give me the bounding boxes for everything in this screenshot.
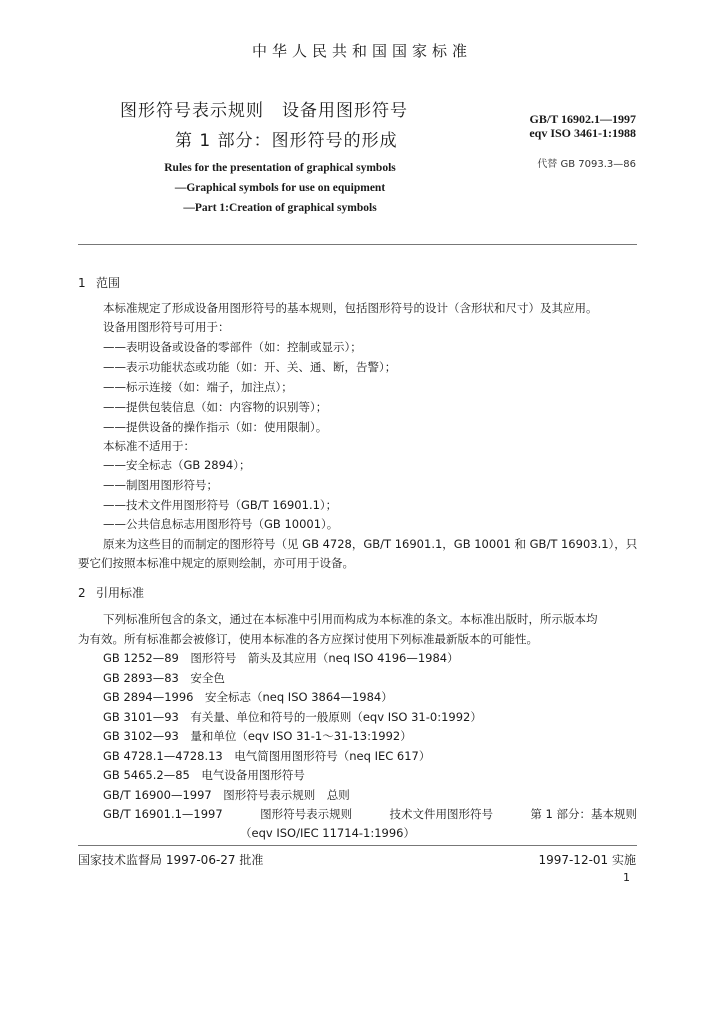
- reference-item: GB 2893—83 安全色: [103, 671, 225, 685]
- english-title-line2: —Graphical symbols for use on equipment: [174, 182, 386, 194]
- paragraph-line: 要它们按照本标准中规定的原则绘制，亦可用于设备。: [78, 556, 354, 570]
- paragraph-line: 下列标准所包含的条文，通过在本标准中引用而构成为本标准的条文。本标准出版时，所示版本均: [103, 612, 598, 626]
- list-item: ——公共信息标志用图形符号（GB 10001）。: [103, 517, 339, 531]
- list-item: ——提供包装信息（如：内容物的识别等）；: [103, 400, 328, 414]
- list-item: ——安全标志（GB 2894）；: [103, 458, 251, 472]
- section-heading: [78, 274, 120, 291]
- approval-date: 国家技术监督局 1997-06-27 批准: [78, 853, 264, 867]
- paragraph-line: 本标准规定了形成设备用图形符号的基本规则，包括图形符号的设计（含形状和尺寸）及其应用。: [103, 301, 598, 315]
- section-title: 引用标准: [96, 586, 145, 600]
- paragraph-line: 原来为这些目的而制定的图形符号（见 GB 4728，GB/T 16901.1，GB 10001 和 GB/T 16903.1），只: [103, 537, 638, 551]
- reference-title-part: 图形符号表示规则: [260, 807, 353, 821]
- paragraph-line: 本标准不适用于：: [103, 439, 195, 453]
- paragraph-line: 为有效。所有标准都会被修订，使用本标准的各方应探讨使用下列标准最新版本的可能性。: [78, 632, 538, 646]
- list-item: ——表示功能状态或功能（如：开、关、通、断，告警）；: [103, 360, 397, 374]
- reference-item: GB 1252—89 图形符号 箭头及其应用（neq ISO 4196—1984）: [103, 651, 459, 665]
- english-title-line1: Rules for the presentation of graphical symbols: [164, 162, 396, 174]
- replaces-note: 代替 GB 7093.3—86: [537, 159, 636, 170]
- section-heading: [78, 584, 144, 601]
- reference-title-part: 技术文件用图形符号: [389, 807, 493, 821]
- list-item: ——制图用图形符号；: [103, 478, 218, 492]
- reference-item: [103, 805, 637, 824]
- reference-item: GB 3101—93 有关量、单位和符号的一般原则（eqv ISO 31-0:1992）: [103, 710, 482, 724]
- paragraph-line: 设备用图形符号可用于：: [103, 320, 230, 334]
- header-divider: [78, 244, 637, 245]
- list-item: ——提供设备的操作指示（如：使用限制）。: [103, 420, 328, 434]
- reference-item: GB 4728.1—4728.13 电气简图用图形符号（neq IEC 617）: [103, 749, 431, 763]
- section-title: 范围: [96, 276, 121, 290]
- page-number: 1: [623, 871, 630, 884]
- reference-item: GB 5465.2—85 电气设备用图形符号: [103, 768, 305, 782]
- implementation-date: 1997-12-01 实施: [538, 853, 636, 867]
- reference-item: GB 2894—1996 安全标志（neq ISO 3864—1984）: [103, 690, 393, 704]
- standard-identifiers: [492, 112, 636, 140]
- chinese-title-line2: 第 1 部分：图形符号的形成: [175, 131, 398, 151]
- issuer-name: 中华人民共和国国家标准: [251, 42, 472, 60]
- footer-divider: [78, 845, 637, 846]
- chinese-title-line1: 图形符号表示规则 设备用图形符号: [120, 101, 408, 121]
- section-number: 1: [78, 276, 86, 290]
- equivalence: eqv ISO 3461-1:1988: [529, 126, 636, 140]
- standard-number: GB/T 16902.1—1997: [529, 112, 636, 126]
- list-item: ——标示连接（如：端子，加注点）；: [103, 380, 293, 394]
- reference-item: GB/T 16900—1997 图形符号表示规则 总则: [103, 788, 350, 802]
- reference-item: GB 3102—93 量和单位（eqv ISO 31-1～31-13:1992）: [103, 729, 412, 743]
- section-number: 2: [78, 586, 86, 600]
- list-item: ——技术文件用图形符号（GB/T 16901.1）；: [103, 498, 338, 512]
- list-item: ——表明设备或设备的零部件（如：控制或显示）；: [103, 340, 362, 354]
- reference-title-part: 第 1 部分：基本规则: [530, 807, 637, 821]
- reference-continuation: （eqv ISO/IEC 11714-1:1996）: [240, 826, 415, 840]
- reference-number: GB/T 16901.1—1997: [103, 807, 223, 821]
- english-title-line3: —Part 1:Creation of graphical symbols: [183, 202, 377, 214]
